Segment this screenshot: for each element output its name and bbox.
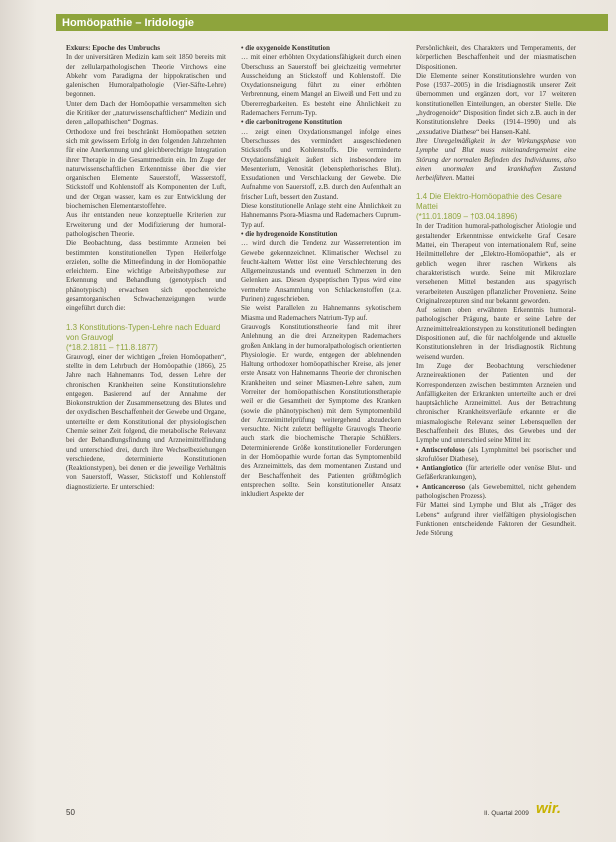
quote-text: Ihre Unregelmäßigkeit in der Wirkungsphase von Lymphe und Blut muss miteinandergemeint eine Störung der normalen Befinden des Individuums, also einen unormalen und krankhaften Zustand herbeiführen.	[416, 136, 576, 183]
paragraph: Aus ihr entstanden neue konzeptuelle Kriterien zur Erweiterung und der Modifizierung der humoral-pathologischen Theorie.	[66, 211, 226, 238]
bullet-heading: • die carbonitrogene Konstitution	[241, 118, 343, 127]
remedy-name: • Anticanceroso	[416, 482, 466, 491]
column-3	[416, 44, 576, 539]
paragraph: In der universitären Medizin kam seit 1850 bereits mit der zellularpathologischen Theorie Virchows eine Abkehr vom Paradigma der hippokratischen und galenischen Humoralpathologie (Vier-Säfte-Lehre) begonnen.	[66, 53, 226, 99]
magazine-logo: wir.	[536, 800, 562, 817]
paragraph: Für Mattei sind Lymphe und Blut als „Träger des Lebens“ aufgrund ihrer vielfältigen physiologischen Funktionen entscheidende Faktoren der Gesundheit. Jede Störung	[416, 501, 576, 538]
list-item	[416, 483, 576, 502]
remedy-name: • Antiangiotico	[416, 464, 463, 473]
paragraph: Diese konstitutionelle Anlage steht eine Ähnlichkeit zu Hahnemanns Psora-Miasma und Rademachers Cuprum-Typ auf.	[241, 202, 401, 229]
paragraph: … mit einer erhöhten Oxydationsfähigkeit durch einen Überschuss an Sauerstoff bei gleichzeitig vermehrter Ausscheidung an Stickstoff und Kohlenstoff. Die Oxydationsneigung führt zu einer erhöhten Verbrennung, einem Mangel an Eiweiß und Fett und zu Übererregbarkeiten. Es besteht eine Ähnlichkeit zu Rademachers Ferrum-Typ.	[241, 53, 401, 118]
remedy-desc: (als Gewebemittel, nicht gehendem pathologischen Prozess).	[416, 482, 576, 501]
paragraph: Orthodoxe und frei beschränkt Homöopathen setzten sich mit gewissem Erfolg in den folgenden Jahrzehnten für eine Anerkennung und gleichberechtigte Integration ihrer Therapie in die Gesamtmedizin ein. Im Zuge der naturwissenschaftlichen Erkenntnisse über die vier organischen Elemente Sauerstoff, Wasserstoff, Stickstoff und Kohlenstoff als Komponenten der Luft, und der Organ wasser, kam es zur Entwicklung der biochemischen Elementarstoffehre.	[66, 127, 226, 211]
spacer	[416, 183, 576, 192]
list-item	[416, 464, 576, 483]
excursus-heading: Exkurs: Epoche des Umbruchs	[66, 44, 161, 52]
paragraph: … wird durch die Tendenz zur Wasserretention im Gewebe gekennzeichnet. Klimatischer Wechsel zu feucht-kaltem Wetter löst eine Verschlechterung des Allgemeinzustands und eventuell Schmerzen in den Gelenken aus. Diesen dyspeptischen Typus wird eine vermehrte Ansammlung von Schlackenstoffen (z.a. Purinen) zugeschrieben.	[241, 239, 401, 304]
paragraph: Sie weist Parallelen zu Hahnemanns sykotischem Miasma und Rademachers Natrium-Typ auf.	[241, 304, 401, 322]
bullet-heading: • die oxygenoide Konstitution	[241, 44, 330, 52]
spacer	[66, 314, 226, 323]
bullet-heading: • die hydrogenoide Konstitution	[241, 229, 338, 238]
section-heading: 1.4 Die Elektro-Homöopathie des Cesare Mattei	[416, 192, 562, 212]
paragraph: Grauvogl, einer der wichtigen „freien Homöopathen“, stellte in dem Lehrbuch der Homöopathie (1866), 25 Jahre nach Hahnemanns Tod, dessen Lehre der chronischen Krankheiten seine Konstitutionslehre entgegen. Basierend auf der Annahme der Biokonstruktion der Zusammensetzung des Blutes und der oxydischen Beschaffenheit der Gewebe und Organe, unterteilte er dem Konstitutional der physiologischen Chemie seiner Zeit folgend, die metabolische Relevanz bei der Behandlungsfindung und Arzneimittelfindung und unterschied drei, durch ihre Wechselbeziehungen verschiedene, determinierte Konstitutionen (Reaktionstypen), bei denen er die jeweilige Verhältnis von Sauerstoff, Wasser, Stickstoff und Kohlenstoff diagnostizierte. Er unterschied:	[66, 352, 226, 491]
section-dates: (*18.2.1811 – †11.8.1877)	[66, 342, 158, 352]
paragraph: Die Elemente seiner Konstitutionslehre wurden von Pose (1937–2005) in die Irisdiagnostik unserer Zeit übernommen und ergänzen dort, vor 17 weiteren konstitutionellen Einteilungen, an oberster Stelle. Die „hydrogenoide“ Disposition findet sich z.B. auch in der Konstitutionslehre Deeks (1914–1990) und als „exsudative Diathese“ bei Hansen-Kahl.	[416, 71, 576, 136]
column-1	[66, 44, 226, 492]
paragraph: Unter dem Dach der Homöopathie versammelten sich die Kritiker der „naturwissenschaftlichen“ Medizin und deren „allopathischen“ Dogmas.	[66, 99, 226, 127]
remedy-name: • Antiscrofoloso	[416, 445, 465, 454]
remedy-desc: (für arterielle oder venöse Blut- und Gefäßerkrankungen),	[416, 464, 576, 482]
column-2	[241, 44, 401, 500]
page-number: 50	[66, 808, 75, 817]
paragraph: … zeigt einen Oxydationsmangel infolge eines Überschusses des vermindert ausgeschiedenen Stickstoffs und Kohlenstoffs. Die verminderte Oxydationsfähigkeit äußert sich insbesondere im Mesenterium, Venosität (lebensplethorisches Blut). Exsudationen und Verschlackung der Gewebe. Die Aufnahme von Sauerstoff, z.B. durch den Aufenthalt an frischer Luft, bessert den Zustand.	[241, 127, 401, 201]
list-item	[416, 446, 576, 465]
issue-label: II. Quartal 2009	[484, 810, 529, 817]
paragraph: In der Tradition humoral-pathologischer Ätiologie und gestaltender Erkenntnisse entwickelte Graf Cesare Mattei, ein Therapeut von internationalem Ruf, seine Heilmittellehre der „Elektro-Homöopathie“, als er geblich wegen ihrer raschen Wirkens als charakteristisch wurde. Seine mit Mikrozlare versehenen Mittel bestanden aus spagyrisch verarbeiteten Auszügen pflanzlicher Provenienz. Seine Originalrezepturen sind nur bekannt geworden.	[416, 222, 576, 305]
remedy-desc: (als Lymphmittel bei psorischer und skrofulöser Diathese),	[416, 445, 576, 463]
section-heading: 1.3 Konstitutions-Typen-Lehre nach Eduard von Grauvogl	[66, 322, 221, 342]
paragraph: Persönlichkeit, des Charakters und Temperaments, der körperlichen Beschaffenheit und der miasmatischen Dispositionen.	[416, 44, 576, 71]
page-title: Homöopathie – Iridologie	[62, 17, 195, 29]
section-dates: (*11.01.1809 – †03.04.1896)	[416, 212, 518, 222]
paragraph: Grauvogls Konstitutionstheorie fand mit ihrer Anlehnung an die drei Arzneitypen Rademachers großen Anklang in der humoralpathologisch orientierten Physiologie. Er wurde, entgegen der ablehnenden Haltung orthodoxer homöopathischer Kreise, als jener erste Ansatz von Hahnemanns Theorie der chronischen Krankheiten und seiner Miasmen-Lehre sahen, zum Vorreiter der homöopathischen Konstitutionstherapie weil er die Gesamtheit der Symptome des Kranken (sowie die phänotypischen) mit dem Symptomenbild der Arzneimittelprüfung weitergehend abzudecken versuchte. Nicht zuletzt beflügelte Grauvogls Theorie auch stark die biochemische Therapie Schüßlers. Determinierende Größe konstitutioneller Forderungen in der Homöopathie wurde fortan das Symptomenbild des Arzneimittels, das dem momentanen Zustand und der Beschaffenheit des Patienten größtmöglich entsprechen sollte. Sein konstitutioneller Ansatz inkludiert Aspekte der	[241, 322, 401, 499]
paragraph: Im Zuge der Beobachtung verschiedener Arzneireaktionen der Patienten und der Korrespondenzen zwischen bestimmten Arzneien und Anfälligkeiten der Erkrankten unterteilte auch er drei hauptsächliche Arzneimittel. Aus der Betrachtung chronischer Krankheitsverläufe erkannte er die miasmalogische Relevanz seiner Lebensquellen der Beschaffenheit des Blutes, des Gewebes und der Lymphe und unterschied seine Mittel in:	[416, 361, 576, 445]
quote-author: Mattei	[454, 174, 475, 183]
paragraph: Die Beobachtung, dass bestimmte Arzneien bei bestimmten konstitutionellen Typen Heilerfolge erzielen, sollte die Mitteefindung in der Homöopathie erleichtern. Eine wichtige Arbeitshypothese zur Erkennung und Behandlung (genotypisch und phänotypisch) erwachsen sich epochenreiche gesamtorganischen Schwachenzeigungen wurde eingeführt durch die:	[66, 239, 226, 313]
paragraph: Auf seinen oben erwähnten Erkenntnis humoral-pathologischer Prägung, baute er seine Lehre der Arzneimittelreaktionstypen zu konstitutionell bedingten Dispositionen auf, die für nachfolgende und aktuelle Konstitutionslehren in der Irisdiagnostik Richtung weisend wurden.	[416, 306, 576, 361]
paragraph	[416, 137, 576, 183]
